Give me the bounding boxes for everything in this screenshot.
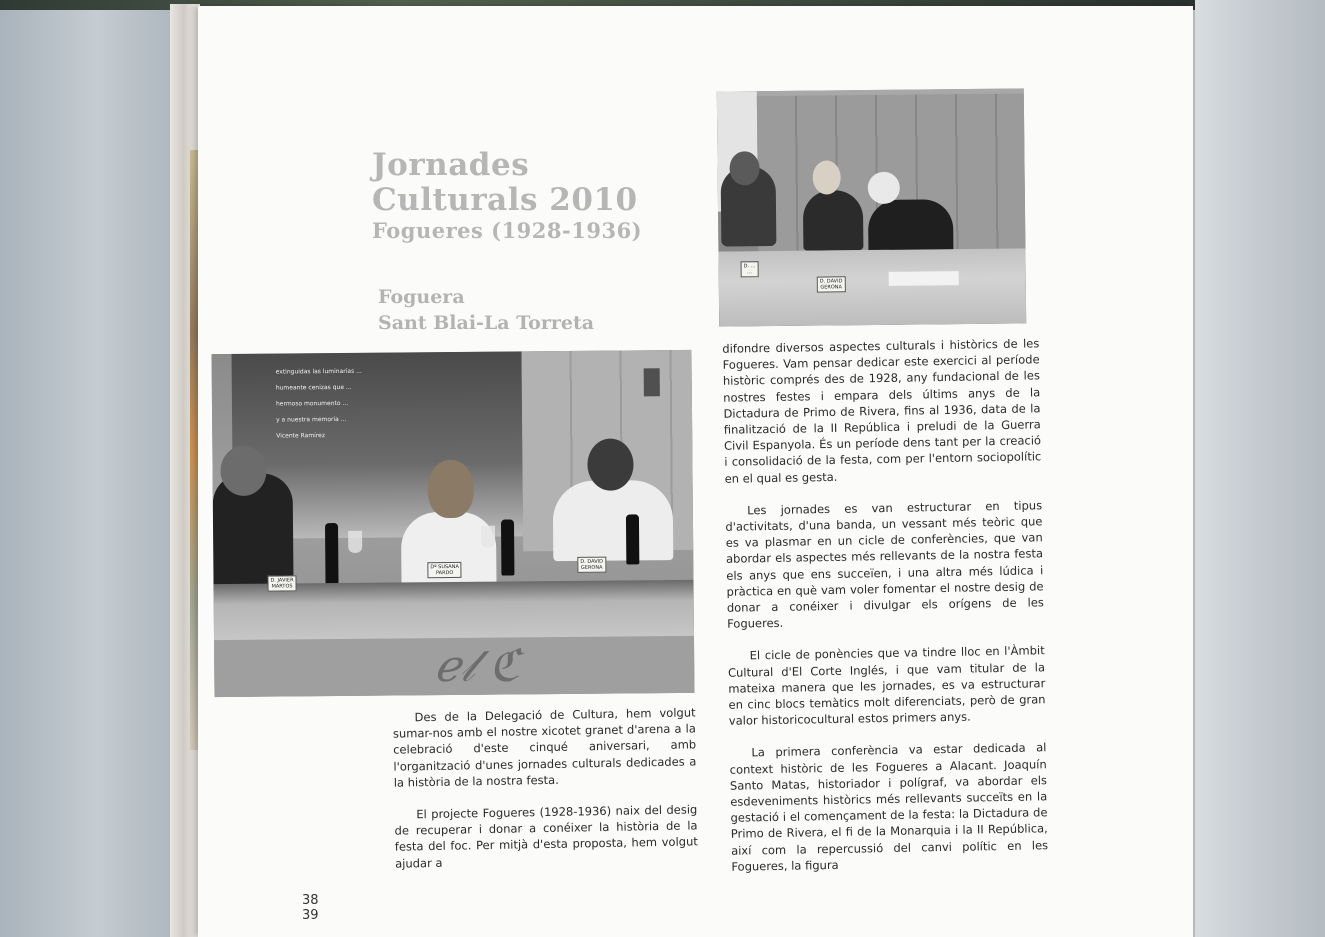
text-column-left — [392, 704, 698, 887]
title-line-3: Fogueres (1928-1936) — [372, 218, 643, 243]
nameplate-1: D. JAVIER MARTOS — [267, 575, 296, 591]
paragraph: El projecte Fogueres (1928-1936) naix del desig de recuperar i donar a conéixer la història de la festa del foc. Per mitjà d'esta proposta, hem volgut ajudar a — [394, 802, 698, 871]
subtitle-line-1: Foguera — [378, 286, 465, 308]
page-number-left: 38 — [302, 893, 319, 908]
paragraph: La primera conferència va estar dedicada al context històric de les Fogueres a Alacant. Joaquín Santo Matas, historiador i polígraf, va abordar els esdeveniments històrics més rellevants succeïts en la gestació i el començament de la festa: la Dictadura de Primo de Rivera, el fi de la Monarquia i la II República, així com la repercussió del canvi polític en les Fogueres, la figura — [729, 740, 1049, 874]
text-column-right — [722, 335, 1049, 891]
person-right-silhouette — [553, 480, 674, 561]
nameplate-top-1: D. ... ... — [741, 261, 759, 277]
subtitle-line-2: Sant Blai-La Torreta — [378, 312, 595, 334]
screen-text-4: y a nuestra memoria ... — [276, 415, 347, 424]
paragraph: El cicle de ponències que va tindre lloc en l'Àmbit Cultural d'El Corte Inglés, i que vam titular de la mateixa manera que les jornades, es va estructurar en cinc blocs temàtics molt diferenciats, però de gran valor historicocultural estos primers anys. — [727, 643, 1046, 729]
background-right — [1195, 0, 1325, 937]
article-title — [372, 148, 642, 244]
screen-text-1: extinguidas las luminarias ... — [275, 367, 362, 376]
page-number-right: 39 — [302, 908, 319, 923]
nameplate-top-2: D. DAVID GERONA — [817, 276, 846, 292]
screen-text-2: humeante cenizas que ... — [275, 383, 352, 392]
title-line-1: Jornades — [372, 147, 530, 183]
screen-text-3: hermoso monumento ... — [275, 399, 349, 408]
photo-conference-top — [717, 88, 1026, 326]
background-left — [0, 0, 175, 937]
paragraph: difondre diversos aspectes culturals i històrics de les Fogueres. Vam pensar dedicar este exercici al període històric comprés des de 1928, any fundacional de les nostres festes i empara dels últims anys de la Dictadura de Primo de Rivera, fins al 1936, data de la finalització de la II República i preludi de la Guerra Civil Espanyola. És un període dens tant per la creació i consolidació de la festa, com per l'entorn sociopolític en el qual es gesta. — [722, 336, 1042, 486]
paragraph: Des de la Delegació de Cultura, hem volgut sumar-nos amb el nostre xicotet granet d'arena a la celebració d'este cinqué aniversari, amb l'organització d'unes jornades culturals dedicades a la història de la nostra festa. — [392, 705, 697, 790]
nameplate-2: Dª SUSANA PARDO — [427, 562, 462, 578]
paragraph: Les jornades es van estructurar en tipus d'activitats, d'una banda, un vessant més teòric que es va plasmar en un cicle de conferències, que van abordar els aspectes més rellevants de la nostra festa els anys que ens succeïen, i una altra més lúdica i pràctica en què vam voler fomentar el nostre desig de donar a conéixer i divulgar els orígens de les Fogueres. — [725, 498, 1044, 632]
article-subtitle — [378, 284, 594, 336]
title-line-2: Culturals 2010 — [372, 182, 638, 218]
person-center-silhouette — [803, 190, 864, 251]
page-numbers — [302, 893, 319, 923]
screen-text-5: Vicente Ramírez — [276, 432, 326, 440]
el-corte-ingles-logo: ℯ𝓁 ℭ — [434, 640, 521, 693]
photo-conference-main — [212, 350, 695, 697]
nameplate-3: D. DAVID GERONA — [577, 557, 606, 573]
